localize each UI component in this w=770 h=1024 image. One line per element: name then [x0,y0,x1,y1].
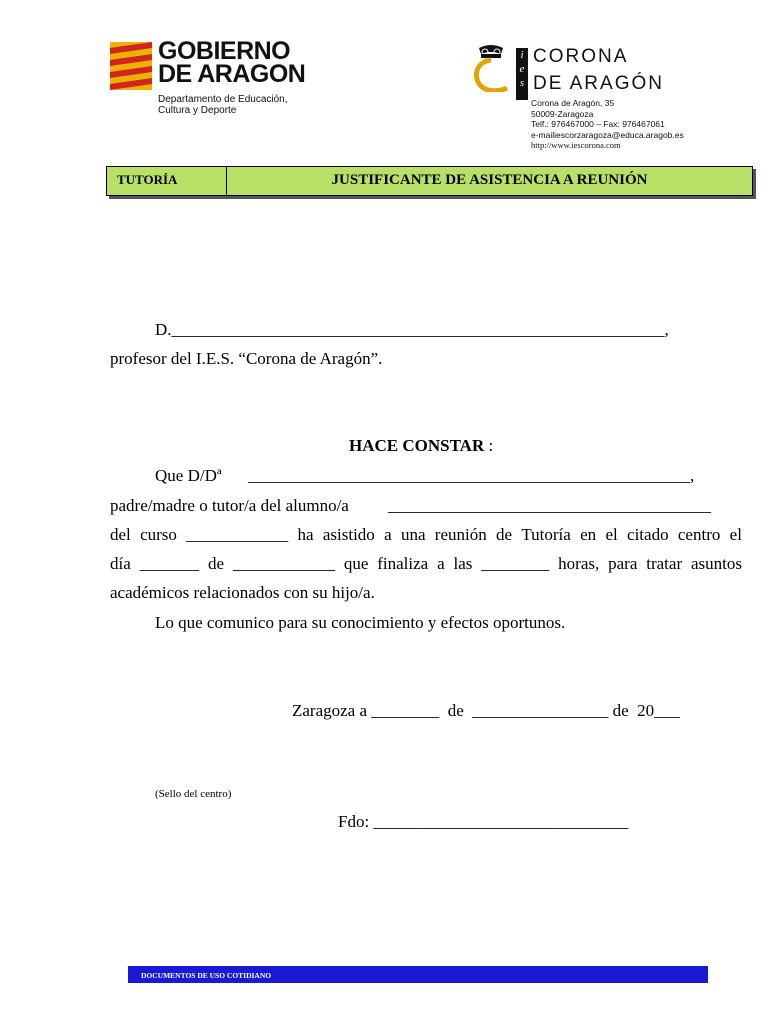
que-label: Que D/Dª [155,466,222,485]
padre-label: padre/madre o tutor/a del alumno/a [110,496,349,515]
teacher-role-line: profesor del I.E.S. “Corona de Aragón”. [110,349,383,368]
document-title: JUSTIFICANTE DE ASISTENCIA A REUNIÓN [227,167,752,195]
department-name: Departamento de Educación, Cultura y Deporte [158,94,288,116]
school-name-line1: CORONA [533,46,629,67]
comunico-line: Lo que comunico para su conocimiento y efectos oportunos. [155,613,566,632]
section-label: TUTORÍA [107,167,227,195]
gobierno-aragon-logo [110,37,310,122]
address-city: 50009-Zaragoza [531,108,594,119]
signature-line: Fdo: ______________________________ [338,812,629,831]
address-web: http://www.iescorona.com [531,140,621,150]
address-email: e-mailiescorzaragoza@educa.aragob.es [531,129,684,140]
hace-constar-heading: HACE CONSTAR : [349,436,494,455]
gobierno-aragon-name: GOBIERNO DE ARAGON [158,37,306,88]
dia-line: día _______ de ____________ que finaliza a las ________ horas, para tratar asuntos [110,554,742,573]
footer-banner: DOCUMENTOS DE USO COTIDIANO [128,966,708,983]
academicos-line: académicos relacionados con su hijo/a. [110,583,375,602]
crown-icon [473,44,509,92]
student-name-blank: ______________________________________ [388,496,711,515]
teacher-name-line: D.__________________________________________________________, [155,320,669,339]
aragon-flag-icon [110,42,152,90]
address-phone: Telf.: 976467000 – Fax: 976467061 [531,119,665,129]
document-header [106,166,753,196]
stamp-label: (Sello del centro) [155,788,232,800]
address-street: Corona de Aragón, 35 [531,98,615,108]
ies-vertical-label: i e s [516,48,528,100]
curso-line: del curso ____________ ha asistido a una reunión de Tutoría en el citado centro el [110,525,742,544]
school-name-line2: DE ARAGÓN [533,73,664,94]
date-line: Zaragoza a ________ de ________________ de 20___ [292,701,680,720]
school-address [531,98,684,151]
parent-name-blank: ____________________________________________________, [248,466,695,485]
